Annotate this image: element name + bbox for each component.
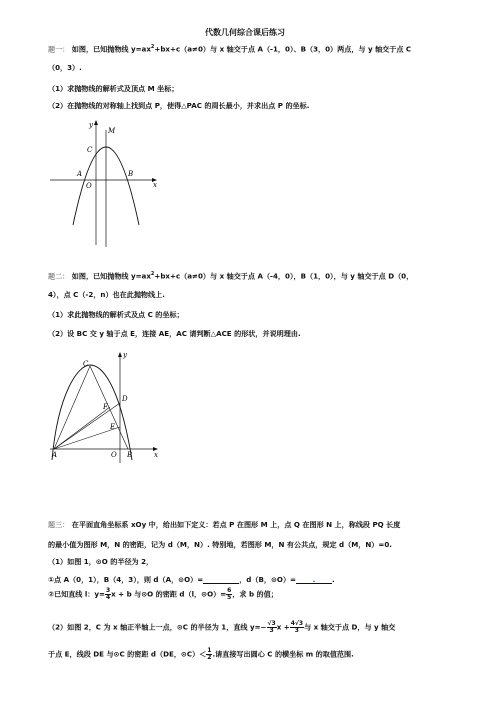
answer-blank-dB[interactable] (296, 575, 332, 584)
q2-label-D: D (122, 395, 128, 403)
q3-p2-line2-b: .请直接写出圆心 C 的横坐标 m 的取值范围. (212, 649, 354, 659)
q2-stem-b: +bx+c（a≠0）与 x 轴交于点 A（-4，0），B（1，0），与 y 轴交于点 D（0， (154, 271, 414, 281)
q3-p2-c: 与 x 轴交于点 D，与 y 轴交 (304, 622, 396, 632)
q3-p1a-b: ，d（B，⊙O）= (239, 575, 296, 584)
q3-p2-b: x + (276, 622, 290, 632)
q1-label-O: O (86, 182, 92, 190)
q3-p1a-end: . (331, 575, 335, 584)
q2-part2: （2）设 BC 交 y 轴于点 E，连接 AE，AC 请判断△ACE 的形状，并说明理由. (48, 329, 301, 338)
q3-stem-line2: 的最小值为图形 M，N 的密距，记为 d（M，N）. 特别地，若图形 M，N 有公共点，规定 d（M，N）=0. (48, 540, 392, 549)
fraction-3-4: $\frac{3}{4}$ (105, 587, 111, 601)
q3-part2-line2 (48, 648, 354, 661)
q3-stem-line1 (48, 520, 400, 529)
q1-y-arrow (94, 120, 98, 125)
q1-label-A: A (77, 170, 83, 178)
document-title: 代数几何综合课后练习 (205, 28, 285, 37)
q2-y-arrow (118, 352, 122, 357)
q1-stem-a: 如图，已知抛物线 y=ax (71, 44, 151, 54)
q2-part1: （1）求此抛物线的解析式及点 C 的坐标； (48, 310, 184, 319)
q1-label: 题一： (48, 44, 70, 54)
q3-part1-item1 (48, 575, 335, 584)
q3-p1b-c: ，求 b 的值； (232, 589, 278, 599)
q2-label-O: O (111, 451, 117, 459)
q3-p1a-dot: . (312, 575, 316, 584)
q2-stem-line2: 4），点 C（-2，n）也在此抛物线上. (48, 290, 165, 299)
q3-p2-line2-a: 于点 E，线段 DE 与⊙C 的密距 d（DE，⊙C）＜ (48, 649, 207, 659)
q1-label-x: x (153, 181, 157, 189)
q1-label-C: C (87, 146, 93, 154)
q2-stem-a: 如图，已知抛物线 y=ax (71, 271, 151, 281)
q1-figure (40, 115, 170, 253)
q3-part2-line1 (48, 621, 395, 634)
q2-figure (48, 345, 168, 470)
fraction-1-2: $\frac{1}{2}$ (207, 647, 212, 661)
q3-p1b-a: ②已知直线 l：y= (48, 589, 105, 599)
q3-p2-a: （2）如图 2，C 为 x 轴正半轴上一点，⊙C 的半径为 1，直线 y=− (48, 622, 267, 632)
q3-part1-item2 (48, 588, 278, 601)
q2-label-F: F (103, 403, 108, 411)
q1-label-B: B (128, 170, 134, 178)
q3-stem-line1-text: 在平面直角坐标系 xOy 中，给出如下定义：若点 P 在图形 M 上，点 Q 在图形 N 上，称线段 PQ 长度 (71, 520, 401, 529)
q2-label-y: y (123, 351, 127, 359)
q3-label: 题三： (48, 520, 70, 529)
q1-part1: （1）求抛物线的解析式及顶点 M 坐标； (48, 84, 179, 93)
q2-label: 题二： (48, 271, 70, 281)
q2-label-A: A (52, 451, 58, 459)
q1-part2: （2）在抛物线的对称轴上找到点 P，使得△PAC 的周长最小，并求出点 P 的坐标. (48, 101, 310, 110)
fraction-sqrt3-3: $\frac{√3}{3}$ (267, 620, 276, 634)
q2-label-C: C (83, 360, 89, 368)
q3-part1-head: （1）如图 1，⊙O 的半径为 2， (48, 557, 154, 566)
q2-label-E: E (110, 423, 116, 431)
fraction-6-5: $\frac{6}{5}$ (227, 587, 232, 601)
fraction-4sqrt3-3: $\frac{4√3}{3}$ (290, 620, 304, 634)
q3-p1a-a: ①点 A（0，1），B（4，3），则 d（A，⊙O）= (48, 575, 204, 584)
answer-blank-dA[interactable] (203, 575, 239, 584)
q2-segment-AF (54, 407, 110, 449)
q3-p1b-b: x + b 与⊙O 的密距 d（l，⊙O）= (111, 589, 227, 599)
q1-label-y: y (89, 121, 93, 129)
q1-stem-line1 (48, 43, 411, 53)
q2-stem-sup: 2 (150, 271, 155, 277)
q1-stem-b: +bx+c（a≠0）与 x 轴交于点 A（-1，0）、B（3，0）两点，与 y 轴交于点 C (154, 44, 412, 54)
q2-label-x: x (154, 451, 158, 459)
q1-label-M: M (108, 127, 116, 135)
q1-stem-sup: 2 (150, 44, 155, 50)
q2-label-B: B (127, 451, 133, 459)
q1-stem-line2: （0，3）. (48, 63, 82, 72)
q2-stem-line1 (48, 270, 413, 280)
